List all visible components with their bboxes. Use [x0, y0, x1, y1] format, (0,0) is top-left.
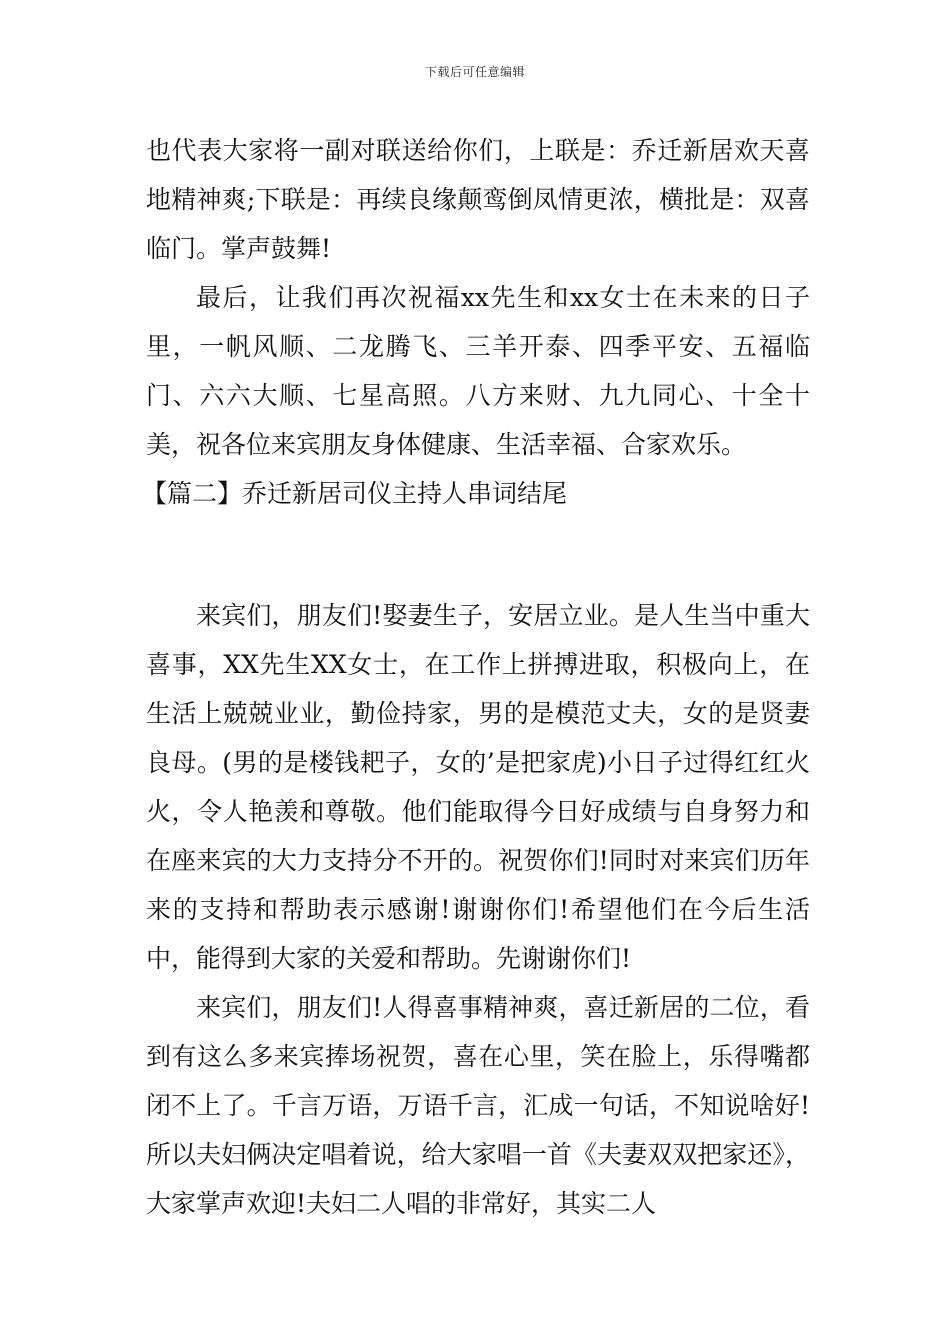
body-paragraph: 最后，让我们再次祝福xx先生和xx女士在未来的日子里，一帆风顺、二龙腾飞、三羊开泰、四季平安、五福临门、六六大顺、七星高照。八方来财、九九同心、十全十美，祝各位来宾朋友身体健康、生活幸福、合家欢乐。	[146, 283, 810, 459]
paragraph-spacer	[146, 518, 810, 591]
body-paragraph: 也代表大家将一副对联送给你们，上联是：乔迁新居欢天喜地精神爽;下联是：再续良缘颠鸾倒凤情更浓，横批是：双喜临门。掌声鼓舞!	[146, 136, 810, 263]
document-body	[142, 126, 810, 1228]
section-heading: 【篇二】乔迁新居司仪主持人串词结尾	[142, 479, 568, 508]
body-paragraph: 来宾们，朋友们!人得喜事精神爽，喜迁新居的二位，看到有这么多来宾捧场祝贺，喜在心里，笑在脸上，乐得嘴都闭不上了。千言万语，万语千言，汇成一句话，不知说啥好!所以夫妇俩决定唱着说，给大家唱一首《夫妻双双把家还》，大家掌声欢迎!夫妇二人唱的非常好，其实二人	[146, 993, 810, 1218]
page-header-note: 下载后可任意编辑	[424, 65, 525, 79]
body-paragraph: 来宾们，朋友们!娶妻生子，安居立业。是人生当中重大喜事，XX先生XX女士，在工作上拼搏进取，积极向上，在生活上兢兢业业，勤俭持家，男的是模范丈夫，女的是贤妻良母。(男的是楼钱耙子，女的’是把家虎)小日子过得红红火火，令人艳羡和尊敬。他们能取得今日好成绩与自身努力和在座来宾的大力支持分不开的。祝贺你们!同时对来宾们历年来的支持和帮助表示感谢!谢谢你们!希望他们在今后生活中，能得到大家的关爱和帮助。先谢谢你们!	[146, 601, 810, 973]
